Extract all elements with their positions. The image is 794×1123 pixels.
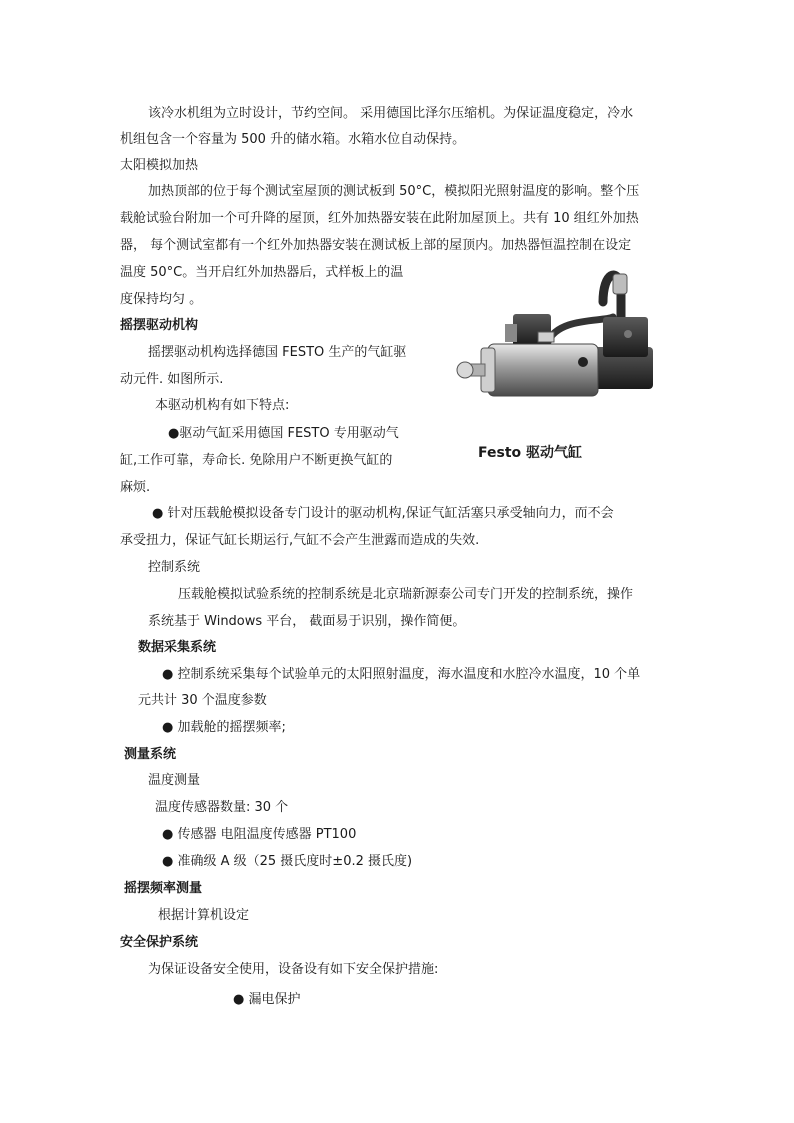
para-chiller-line-2: 机组包含一个容量为 500 升的储水箱。水箱水位自动保持。 — [120, 132, 466, 147]
para-data-line-1: ● 控制系统采集每个试验单元的太阳照射温度，海水温度和水腔冷水温度，10 个单 — [162, 667, 641, 682]
para-heating-line-3: 器， 每个测试室都有一个红外加热器安装在测试板上部的屋顶内。加热器恒温控制在设定 — [120, 238, 632, 253]
para-feature-line-1: ● 针对压载舱模拟设备专门设计的驱动机构,保证气缸活塞只承受轴向力，而不会 — [152, 506, 614, 521]
heading-measurement: 测量系统 — [124, 747, 177, 762]
para-feature-line-2: 承受扭力，保证气缸长期运行,气缸不会产生泄露而造成的失效. — [120, 533, 480, 548]
figure-caption: Festo 驱动气缸 — [478, 445, 583, 461]
para-swing-line-6: 麻烦. — [120, 480, 151, 495]
para-data-line-3: ● 加载舱的摇摆频率; — [162, 720, 286, 735]
heading-control-system: 控制系统 — [148, 560, 201, 575]
para-swing-line-4: ●驱动气缸采用德国 FESTO 专用驱动气 — [168, 426, 399, 441]
para-heating-line-1: 加热顶部的位于每个测试室屋顶的测试板到 50°C，模拟阳光照射温度的影响。整个压 — [148, 184, 640, 199]
para-freq-line-1: 根据计算机设定 — [158, 908, 250, 923]
para-swing-line-2: 动元件. 如图所示. — [120, 372, 224, 387]
heading-swing-drive: 摇摆驱动机构 — [120, 318, 199, 333]
para-meas-line-4: ● 准确级 A 级（25 摄氏度时±0.2 摄氏度) — [162, 854, 413, 869]
para-heating-line-4: 温度 50°C。当开启红外加热器后，式样板上的温 — [120, 265, 404, 280]
para-meas-line-2: 温度传感器数量: 30 个 — [155, 800, 289, 815]
para-chiller-line-1: 该冷水机组为立时设计，节约空间。 采用德国比泽尔压缩机。为保证温度稳定，冷水 — [148, 106, 634, 121]
para-swing-line-1: 摇摆驱动机构选择德国 FESTO 生产的气缸驱 — [148, 345, 407, 360]
para-control-line-2: 系统基于 Windows 平台， 截面易于识别，操作简便。 — [148, 614, 466, 629]
heading-data-acquisition: 数据采集系统 — [138, 640, 217, 655]
para-swing-line-5: 缸,工作可靠，寿命长. 免除用户不断更换气缸的 — [120, 453, 393, 468]
para-meas-line-1: 温度测量 — [148, 773, 201, 788]
heading-swing-frequency: 摇摆频率测量 — [124, 881, 203, 896]
heading-solar-heating: 太阳模拟加热 — [120, 158, 199, 173]
para-heating-line-2: 载舱试验台附加一个可升降的屋顶，红外加热器安装在此附加屋顶上。共有 10 组红外加热 — [120, 211, 639, 226]
para-safety-line-2: ● 漏电保护 — [233, 992, 301, 1007]
para-swing-line-3: 本驱动机构有如下特点: — [155, 398, 290, 413]
para-data-line-2: 元共计 30 个温度参数 — [138, 693, 267, 708]
para-control-line-1: 压载舱模拟试验系统的控制系统是北京瑞新源泰公司专门开发的控制系统，操作 — [178, 587, 634, 602]
para-meas-line-3: ● 传感器 电阻温度传感器 PT100 — [162, 827, 357, 842]
para-safety-line-1: 为保证设备安全使用，设备设有如下安全保护措施: — [148, 962, 439, 977]
festo-cylinder-image — [453, 262, 663, 430]
heading-safety: 安全保护系统 — [120, 935, 199, 950]
para-heating-line-5: 度保持均匀 。 — [120, 292, 203, 307]
